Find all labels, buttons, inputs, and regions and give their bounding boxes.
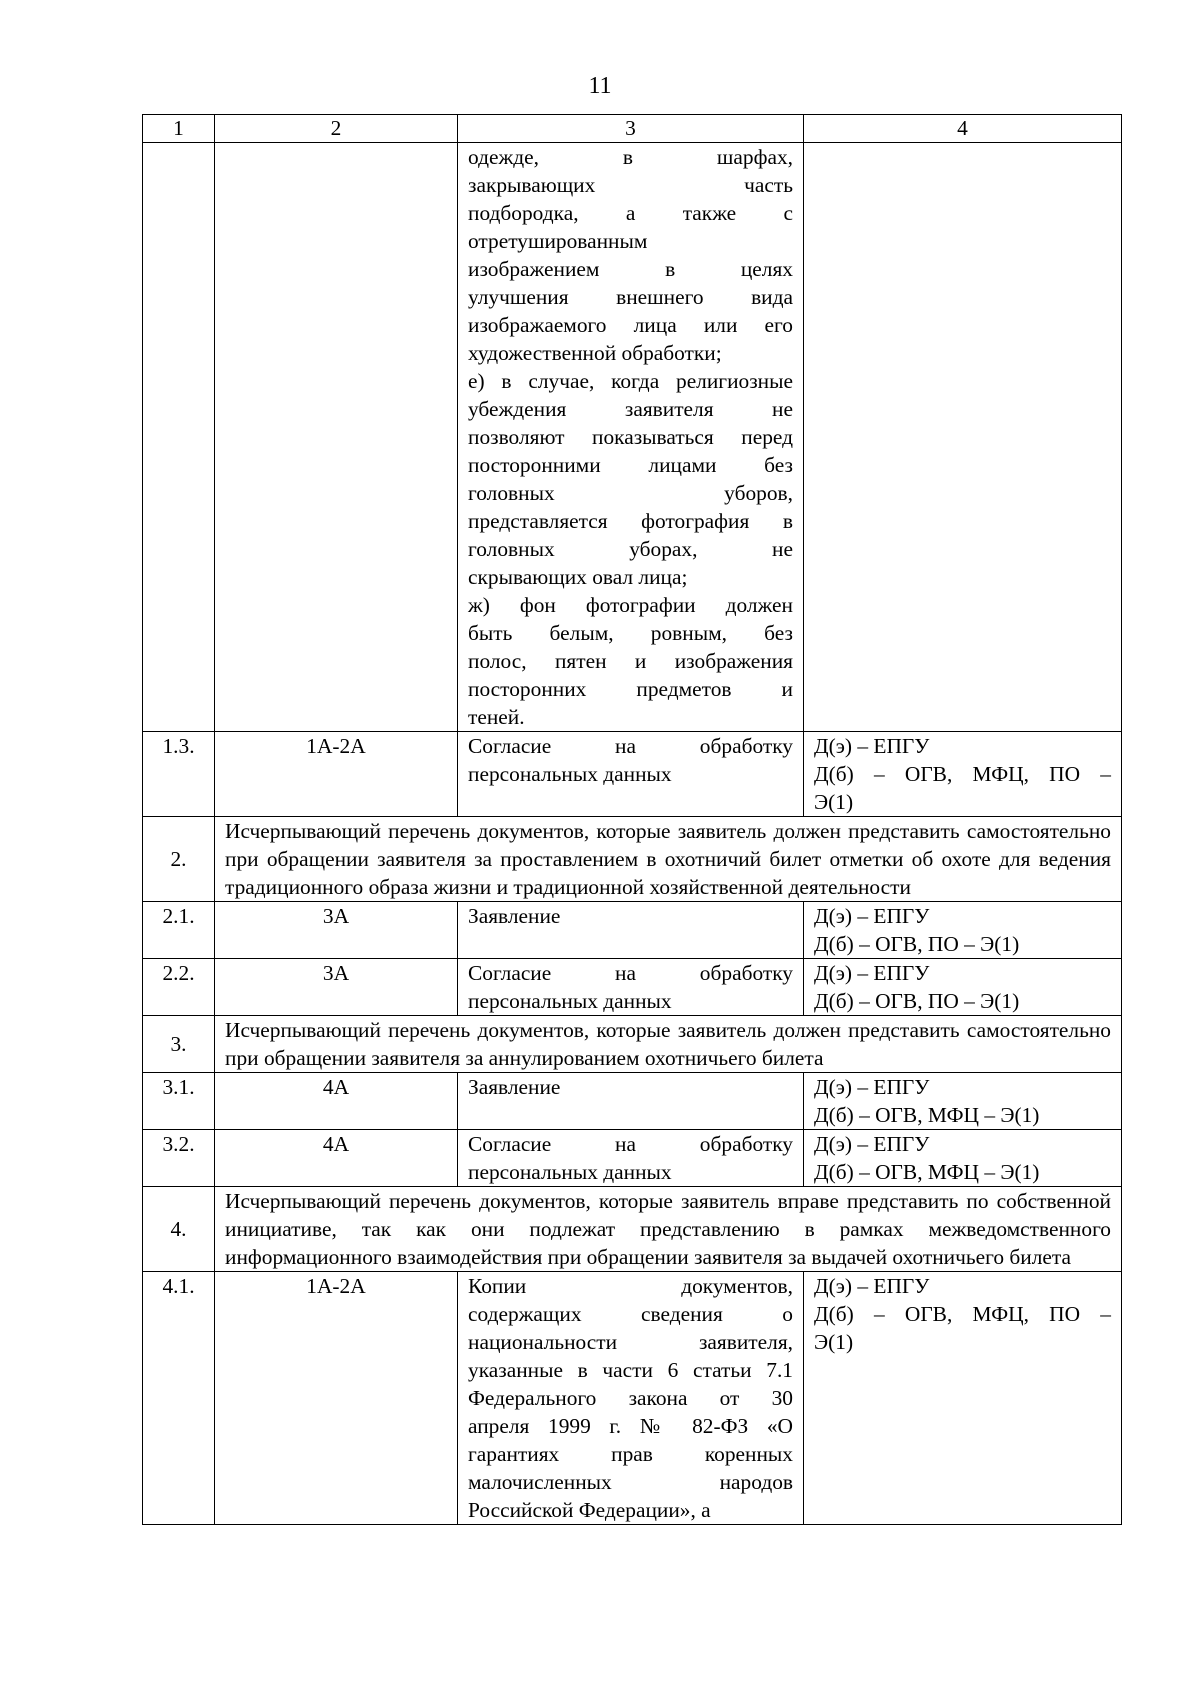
document-name (458, 959, 804, 1016)
row-number: 2.1. (143, 902, 215, 959)
row-number: 2. (143, 817, 215, 902)
text-line: Согласие на обработку (468, 1132, 793, 1156)
submission-method (804, 1073, 1122, 1130)
text-line: посторонних предметов и (468, 677, 793, 701)
text-line: персональных данных (468, 1160, 672, 1184)
text-line: Копии документов, (468, 1274, 793, 1298)
text-line: Д(э) – ЕПГУ (814, 1075, 930, 1099)
form-code: 4А (215, 1073, 458, 1130)
submission-method (804, 1130, 1122, 1187)
header-cell: 1 (143, 115, 215, 143)
text-line: Д(э) – ЕПГУ (814, 734, 930, 758)
row-number: 4.1. (143, 1272, 215, 1525)
form-code: 1А-2А (215, 1272, 458, 1525)
text-line: Согласие на обработку (468, 734, 793, 758)
text-line: улучшения внешнего вида (468, 285, 793, 309)
table-row-continuation (143, 143, 1122, 732)
text-line: Д(б) – ОГВ, МФЦ – Э(1) (814, 1103, 1040, 1127)
table-row (143, 1272, 1122, 1525)
text-line: указанные в части 6 статьи 7.1 (468, 1358, 793, 1382)
text-line: малочисленных народов (468, 1470, 793, 1494)
submission-method (804, 902, 1122, 959)
row-number: 3.1. (143, 1073, 215, 1130)
submission-method (804, 1272, 1122, 1525)
header-cell: 4 (804, 115, 1122, 143)
section-row (143, 817, 1122, 902)
document-name (458, 1130, 804, 1187)
text-line: представляется фотография в (468, 509, 793, 533)
text-line: быть белым, ровным, без (468, 621, 793, 645)
text-line: закрывающих часть (468, 173, 793, 197)
text-line: персональных данных (468, 989, 672, 1013)
section-title: Исчерпывающий перечень документов, которые заявитель должен представить самостоятельно при обращении заявителя за аннулированием охотничьего билета (225, 1018, 1111, 1070)
form-code: 3А (215, 959, 458, 1016)
text-line: е) в случае, когда религиозные (468, 369, 793, 393)
text-line: ж) фон фотографии должен (468, 593, 793, 617)
section-row (143, 1016, 1122, 1073)
text-line: Д(э) – ЕПГУ (814, 961, 930, 985)
text-line: Д(б) – ОГВ, МФЦ, ПО – (814, 762, 1111, 786)
table-header-row (143, 115, 1122, 143)
text-line: отретушированным (468, 229, 648, 253)
text-line: Д(э) – ЕПГУ (814, 904, 930, 928)
text-line: Д(б) – ОГВ, ПО – Э(1) (814, 989, 1020, 1013)
header-cell: 3 (458, 115, 804, 143)
table-row (143, 959, 1122, 1016)
text-line: гарантиях прав коренных (468, 1442, 793, 1466)
document-name (458, 1073, 804, 1130)
page-number: 11 (588, 73, 612, 99)
text-line: Заявление (468, 904, 561, 928)
text-line: Федерального закона от 30 (468, 1386, 793, 1410)
submission-method (804, 732, 1122, 817)
text-line: полос, пятен и изображения (468, 649, 793, 673)
document-name (458, 732, 804, 817)
text-line: апреля 1999 г. № 82-ФЗ «О (468, 1414, 793, 1438)
text-line: Согласие на обработку (468, 961, 793, 985)
text-line: Э(1) (814, 1330, 854, 1354)
header-cell: 2 (215, 115, 458, 143)
text-line: головных уборах, не (468, 537, 793, 561)
text-line: Д(б) – ОГВ, МФЦ, ПО – (814, 1302, 1111, 1326)
text-line: Д(б) – ОГВ, ПО – Э(1) (814, 932, 1020, 956)
text-line: изображаемого лица или его (468, 313, 793, 337)
text-line: позволяют показываться перед (468, 425, 793, 449)
text-line: теней. (468, 705, 525, 729)
text-line: Российской Федерации», а (468, 1498, 711, 1522)
table-row (143, 902, 1122, 959)
document-name (458, 1272, 804, 1525)
row-number: 4. (143, 1187, 215, 1272)
table-row (143, 1073, 1122, 1130)
form-code: 3А (215, 902, 458, 959)
text-line: Э(1) (814, 790, 854, 814)
text-line: национальности заявителя, (468, 1330, 793, 1354)
documents-table (142, 114, 1122, 1525)
continuation-text (458, 143, 804, 732)
document-name (458, 902, 804, 959)
row-number: 3.2. (143, 1130, 215, 1187)
form-code: 1А-2А (215, 732, 458, 817)
text-line: Д(э) – ЕПГУ (814, 1274, 930, 1298)
table-row (143, 732, 1122, 817)
text-line: головных уборов, (468, 481, 793, 505)
row-number: 2.2. (143, 959, 215, 1016)
text-line: содержащих сведения о (468, 1302, 793, 1326)
submission-method (804, 959, 1122, 1016)
row-number: 3. (143, 1016, 215, 1073)
table-row (143, 1130, 1122, 1187)
text-line: Д(б) – ОГВ, МФЦ – Э(1) (814, 1160, 1040, 1184)
text-line: изображением в целях (468, 257, 793, 281)
section-title: Исчерпывающий перечень документов, которые заявитель должен представить самостоятельно при обращении заявителя за проставлением в охотничий билет отметки об охоте для ведения традиционного образа жизни и традиционной хозяйственной деятельности (225, 819, 1111, 899)
text-line: подбородка, а также с (468, 201, 793, 225)
form-code: 4А (215, 1130, 458, 1187)
text-line: посторонними лицами без (468, 453, 793, 477)
text-line: скрывающих овал лица; (468, 565, 688, 589)
text-line: художественной обработки; (468, 341, 722, 365)
text-line: персональных данных (468, 762, 672, 786)
text-line: убеждения заявителя не (468, 397, 793, 421)
text-line: Д(э) – ЕПГУ (814, 1132, 930, 1156)
text-line: одежде, в шарфах, (468, 145, 793, 169)
section-title: Исчерпывающий перечень документов, которые заявитель вправе представить по собственной инициативе, так как они подлежат представлению в рамках межведомственного информационного взаимодействия при обращении заявителя за выдачей охотничьего билета (225, 1189, 1111, 1269)
row-number: 1.3. (143, 732, 215, 817)
section-row (143, 1187, 1122, 1272)
text-line: Заявление (468, 1075, 561, 1099)
